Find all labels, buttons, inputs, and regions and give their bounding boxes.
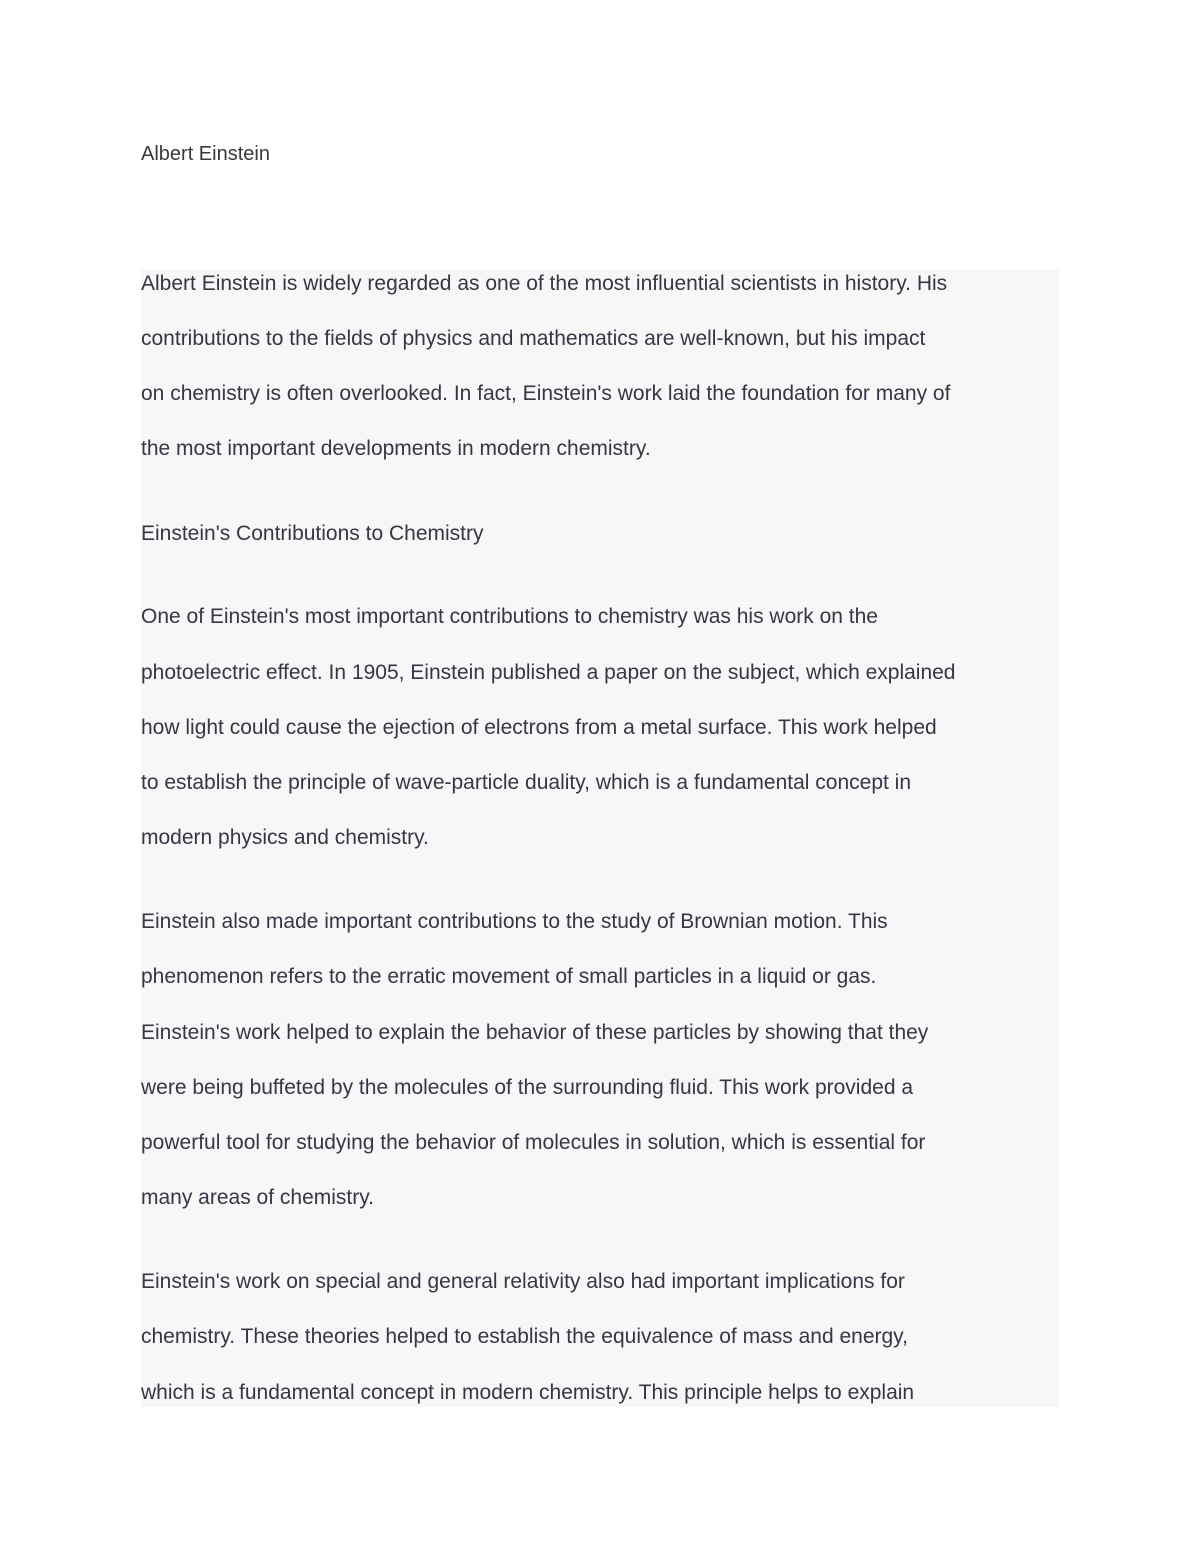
section-heading: Einstein's Contributions to Chemistry	[141, 522, 484, 545]
photoelectric-line: modern physics and chemistry.	[141, 826, 429, 849]
relativity-line: which is a fundamental concept in modern chemistry. This principle helps to explain	[141, 1381, 915, 1404]
brownian-line: many areas of chemistry.	[141, 1186, 375, 1209]
intro-line: contributions to the fields of physics and mathematics are well-known, but his impact	[141, 327, 926, 350]
photoelectric-line: One of Einstein's most important contributions to chemistry was his work on the	[141, 605, 878, 628]
brownian-line: phenomenon refers to the erratic movement of small particles in a liquid or gas.	[141, 965, 877, 988]
relativity-line: Einstein's work on special and general relativity also had important implications for	[141, 1270, 905, 1293]
brownian-line: Einstein's work helped to explain the behavior of these particles by showing that they	[141, 1021, 929, 1044]
photoelectric-line: to establish the principle of wave-particle duality, which is a fundamental concept in	[141, 771, 912, 794]
brownian-line: Einstein also made important contributions to the study of Brownian motion. This	[141, 910, 888, 933]
relativity-line: chemistry. These theories helped to establish the equivalence of mass and energy,	[141, 1325, 908, 1348]
brownian-line: powerful tool for studying the behavior of molecules in solution, which is essential for	[141, 1131, 926, 1154]
brownian-line: were being buffeted by the molecules of the surrounding fluid. This work provided a	[141, 1076, 914, 1099]
intro-line: the most important developments in modern chemistry.	[141, 437, 651, 460]
intro-line: on chemistry is often overlooked. In fact, Einstein's work laid the foundation for many of	[141, 382, 951, 405]
document-body	[141, 269, 1059, 1407]
photoelectric-line: photoelectric effect. In 1905, Einstein published a paper on the subject, which explained	[141, 661, 956, 684]
photoelectric-line: how light could cause the ejection of electrons from a metal surface. This work helped	[141, 716, 937, 739]
document-title: Albert Einstein	[141, 143, 270, 165]
intro-line: Albert Einstein is widely regarded as one of the most influential scientists in history. His	[141, 272, 948, 295]
